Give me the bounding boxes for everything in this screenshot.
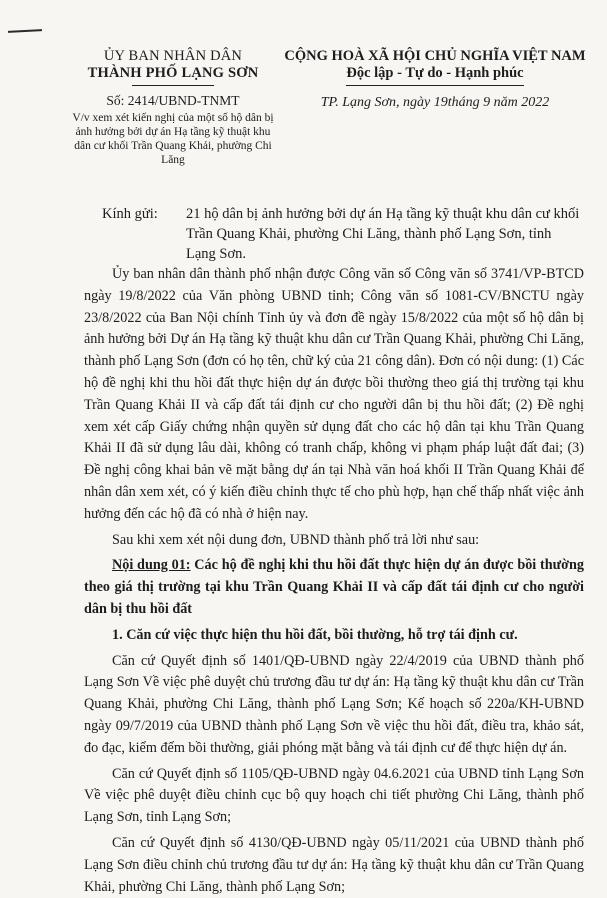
document-body bbox=[84, 264, 584, 898]
recipient-text: 21 hộ dân bị ảnh hưởng bởi dự án Hạ tầng kỹ thuật khu dân cư khối Trần Quang Khải, phường Chi Lăng, thành phố Lạng Sơn, tỉnh Lạng Sơn. bbox=[186, 206, 580, 262]
body-paragraph-1: Ủy ban nhân dân thành phố nhận được Công văn số Công văn số 3741/VP-BTCD ngày 19/8/2022 của Văn phòng UBND tỉnh; Công văn số 1081-CV/BNCTU ngày 23/8/2022 của Ban Nội chính Tỉnh ủy và đơn đề ngày 15/8/2022 của một số hộ dân bị ảnh hưởng bởi Dự án Hạ tầng kỹ thuật khu dân cư Trần Quang Khải, phường Chi Lăng, thành phố Lạng Sơn (đơn có họ tên, chữ ký của 21 công dân). Đơn có nội dung: (1) Các hộ đề nghị khi thu hồi đất thực hiện dự án được bồi thường theo giá thị trường tại khu Trần Quang Khải II và cấp đất tái định cư cho người dân bị thu hồi đất; (2) Đề nghị xem xét cấp Giấy chứng nhận quyền sử dụng đất cho các hộ dân tại khu Trần Quang Khải II đã sử dụng lâu dài, không có tranh chấp, không vi phạm pháp luật đất đai; (3) Đề nghị công khai bản vẽ mặt bằng dự án tại Nhà văn hoá khối II Trần Quang Khải để nhân dân xem xét, có ý kiến điều chỉnh thực tế cho phù hợp, hạn chế thấp nhất việc ảnh hưởng đến các hộ đã có nhà ở hiện nay. bbox=[84, 266, 584, 522]
body-paragraph-2: Sau khi xem xét nội dung đơn, UBND thành phố trả lời như sau: bbox=[112, 531, 480, 548]
document-number: Số: 2414/UBND-TNMT bbox=[106, 93, 240, 108]
section-heading-label: Nội dung 01: bbox=[112, 557, 191, 574]
national-motto: Độc lập - Tự do - Hạnh phúc bbox=[346, 65, 524, 81]
subsection-heading: 1. Căn cứ việc thực hiện thu hồi đất, bồi thường, hỗ trợ tái định cư. bbox=[112, 626, 518, 643]
issuer-block bbox=[58, 48, 288, 167]
issuer-line2: THÀNH PHỐ LẠNG SƠN bbox=[87, 65, 259, 81]
recipient-label: Kính gửi: bbox=[102, 206, 158, 222]
scan-mark bbox=[8, 29, 42, 33]
body-paragraph-5: Căn cứ Quyết định số 4130/QĐ-UBND ngày 05/11/2021 của UBND thành phố Lạng Sơn điều chỉnh chủ trương đầu tư dự án: Hạ tầng kỹ thuật khu dân cư Trần Quang Khải, phường Chi Lăng, thành phố Lạng Sơn; bbox=[84, 834, 584, 895]
issuer-line1: ỦY BAN NHÂN DÂN bbox=[103, 48, 243, 64]
section-heading-text: Các hộ đề nghị khi thu hồi đất thực hiện dự án được bồi thường theo giá thị trường tại khu Trần Quang Khải II và cấp đất tái định cư cho người dân bị thu hồi đất bbox=[84, 557, 584, 617]
body-paragraph-3: Căn cứ Quyết định số 1401/QĐ-UBND ngày 22/4/2019 của UBND thành phố Lạng Sơn Về việc phê duyệt chủ trương đầu tư dự án: Hạ tầng kỹ thuật khu dân cư Trần Quang Khải, phường Chi Lăng, thành phố Lạng Sơn; Kế hoạch số 220a/KH-UBND ngày 09/7/2019 của UBND thành phố Lạng Sơn về việc thu hồi đất, điều tra, khảo sát, đo đạc, kiểm đếm bồi thường, giải phóng mặt bằng và tái định cư để thực hiện dự án. bbox=[84, 652, 584, 756]
document-date: TP. Lạng Sơn, ngày 19tháng 9 năm 2022 bbox=[320, 95, 550, 110]
issuer-divider bbox=[132, 85, 214, 86]
national-block bbox=[270, 48, 600, 111]
motto-divider bbox=[346, 85, 524, 86]
national-title: CỘNG HOÀ XÃ HỘI CHỦ NGHĨA VIỆT NAM bbox=[284, 48, 586, 64]
section-heading-1 bbox=[84, 555, 584, 620]
document-subject: V/v xem xét kiến nghị của một số hộ dân bị ảnh hưởng bởi dự án Hạ tầng kỹ thuật khu dân cư khối Trần Quang Khải, phường Chi Lăng bbox=[72, 112, 274, 166]
document-header bbox=[0, 48, 607, 208]
body-paragraph-4: Căn cứ Quyết định số 1105/QĐ-UBND ngày 04.6.2021 của UBND tỉnh Lạng Sơn Về việc phê duyệt điều chỉnh cục bộ quy hoạch chi tiết phường Chi Lăng, thành phố Lạng Sơn, tỉnh Lạng Sơn; bbox=[84, 765, 584, 826]
